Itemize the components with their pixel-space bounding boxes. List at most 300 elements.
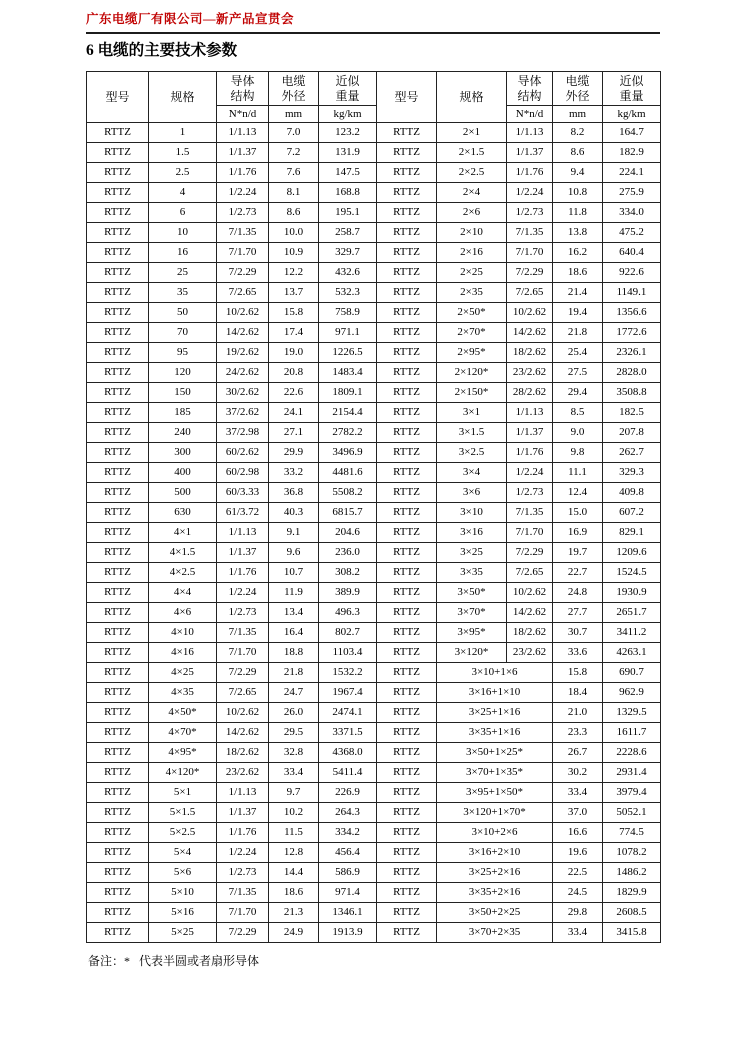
- table-cell: 5052.1: [603, 803, 661, 823]
- table-row: [87, 663, 661, 683]
- table-cell: RTTZ: [87, 503, 149, 523]
- table-cell: 7/1.35: [507, 503, 553, 523]
- table-cell: RTTZ: [87, 923, 149, 943]
- table-cell: 7/2.65: [217, 283, 269, 303]
- table-cell: 1524.5: [603, 563, 661, 583]
- table-cell: 3×35+2×16: [437, 883, 553, 903]
- table-cell: RTTZ: [377, 603, 437, 623]
- table-cell: RTTZ: [87, 483, 149, 503]
- table-cell: 19.6: [553, 843, 603, 863]
- table-cell: 7/1.70: [507, 523, 553, 543]
- table-cell: 224.1: [603, 163, 661, 183]
- col-header-weight-left: [319, 72, 377, 106]
- table-cell: RTTZ: [377, 363, 437, 383]
- table-cell: 236.0: [319, 543, 377, 563]
- table-cell: 16.4: [269, 623, 319, 643]
- table-cell: 456.4: [319, 843, 377, 863]
- table-cell: 30.7: [553, 623, 603, 643]
- table-cell: 1/1.76: [217, 163, 269, 183]
- table-cell: 3×6: [437, 483, 507, 503]
- table-cell: 3×4: [437, 463, 507, 483]
- table-cell: 1/2.24: [217, 583, 269, 603]
- table-cell: 16.9: [553, 523, 603, 543]
- table-cell: 2×1: [437, 123, 507, 143]
- table-cell: 2×95*: [437, 343, 507, 363]
- table-cell: 20.8: [269, 363, 319, 383]
- table-cell: 36.8: [269, 483, 319, 503]
- table-cell: 4368.0: [319, 743, 377, 763]
- table-cell: RTTZ: [87, 563, 149, 583]
- table-cell: RTTZ: [377, 723, 437, 743]
- table-cell: 1.5: [149, 143, 217, 163]
- table-cell: 185: [149, 403, 217, 423]
- table-cell: 1/1.76: [217, 563, 269, 583]
- table-cell: 7.0: [269, 123, 319, 143]
- table-cell: RTTZ: [87, 643, 149, 663]
- table-cell: 70: [149, 323, 217, 343]
- table-cell: 5×1: [149, 783, 217, 803]
- table-row: [87, 243, 661, 263]
- table-cell: 50: [149, 303, 217, 323]
- table-cell: 1/1.13: [507, 403, 553, 423]
- table-cell: RTTZ: [377, 503, 437, 523]
- table-cell: 11.5: [269, 823, 319, 843]
- table-cell: RTTZ: [87, 663, 149, 683]
- table-cell: RTTZ: [87, 123, 149, 143]
- table-cell: 13.4: [269, 603, 319, 623]
- table-cell: RTTZ: [87, 263, 149, 283]
- table-cell: 7/2.29: [217, 263, 269, 283]
- table-row: [87, 603, 661, 623]
- table-cell: 18/2.62: [507, 623, 553, 643]
- table-row: [87, 683, 661, 703]
- table-cell: RTTZ: [377, 783, 437, 803]
- table-cell: 5×16: [149, 903, 217, 923]
- table-cell: RTTZ: [377, 683, 437, 703]
- table-body: [87, 123, 661, 943]
- table-cell: 120: [149, 363, 217, 383]
- table-cell: RTTZ: [377, 643, 437, 663]
- table-cell: 1/2.73: [217, 863, 269, 883]
- table-cell: 262.7: [603, 443, 661, 463]
- table-cell: 3×70+2×35: [437, 923, 553, 943]
- table-cell: 7/2.29: [217, 663, 269, 683]
- table-cell: 14/2.62: [507, 603, 553, 623]
- table-row: [87, 743, 661, 763]
- table-cell: 1/1.37: [217, 143, 269, 163]
- table-cell: 5411.4: [319, 763, 377, 783]
- table-cell: 1149.1: [603, 283, 661, 303]
- table-cell: 168.8: [319, 183, 377, 203]
- table-cell: 1930.9: [603, 583, 661, 603]
- table-cell: 1209.6: [603, 543, 661, 563]
- table-cell: 802.7: [319, 623, 377, 643]
- table-cell: 16.6: [553, 823, 603, 843]
- table-cell: 3×35+1×16: [437, 723, 553, 743]
- col-header-spec-right: 规格: [437, 72, 507, 123]
- table-cell: 60/3.33: [217, 483, 269, 503]
- table-cell: 3496.9: [319, 443, 377, 463]
- table-cell: 4: [149, 183, 217, 203]
- table-cell: RTTZ: [87, 863, 149, 883]
- table-cell: 27.7: [553, 603, 603, 623]
- table-cell: RTTZ: [87, 423, 149, 443]
- table-cell: 1829.9: [603, 883, 661, 903]
- table-cell: RTTZ: [377, 823, 437, 843]
- table-cell: 29.4: [553, 383, 603, 403]
- table-cell: RTTZ: [377, 523, 437, 543]
- table-cell: 18.8: [269, 643, 319, 663]
- table-cell: 3×1: [437, 403, 507, 423]
- table-cell: 586.9: [319, 863, 377, 883]
- table-cell: RTTZ: [87, 223, 149, 243]
- table-cell: 7/2.65: [507, 563, 553, 583]
- table-row: [87, 383, 661, 403]
- table-cell: 2×16: [437, 243, 507, 263]
- table-header-row: [87, 72, 661, 106]
- table-cell: 3979.4: [603, 783, 661, 803]
- table-cell: 18.4: [553, 683, 603, 703]
- table-cell: 2931.4: [603, 763, 661, 783]
- col-header-model-left: 型号: [87, 72, 149, 123]
- table-cell: 3×16+2×10: [437, 843, 553, 863]
- table-row: [87, 723, 661, 743]
- table-cell: 164.7: [603, 123, 661, 143]
- table-cell: 9.6: [269, 543, 319, 563]
- table-cell: 3×120*: [437, 643, 507, 663]
- col-header-conductor-left: [217, 72, 269, 106]
- table-cell: 409.8: [603, 483, 661, 503]
- table-cell: 1/1.13: [507, 123, 553, 143]
- table-cell: 12.8: [269, 843, 319, 863]
- table-cell: 24.8: [553, 583, 603, 603]
- table-cell: RTTZ: [87, 203, 149, 223]
- table-cell: 2782.2: [319, 423, 377, 443]
- table-cell: 30/2.62: [217, 383, 269, 403]
- table-row: [87, 363, 661, 383]
- table-cell: 182.5: [603, 403, 661, 423]
- table-cell: 300: [149, 443, 217, 463]
- table-cell: 7/1.35: [217, 223, 269, 243]
- table-cell: 4×25: [149, 663, 217, 683]
- table-cell: RTTZ: [87, 683, 149, 703]
- table-row: [87, 623, 661, 643]
- table-cell: 27.1: [269, 423, 319, 443]
- table-cell: 3415.8: [603, 923, 661, 943]
- table-cell: RTTZ: [87, 143, 149, 163]
- table-cell: 1486.2: [603, 863, 661, 883]
- table-cell: 630: [149, 503, 217, 523]
- table-row: [87, 263, 661, 283]
- table-cell: 14.4: [269, 863, 319, 883]
- table-cell: 10/2.62: [217, 303, 269, 323]
- table-cell: 3×120+1×70*: [437, 803, 553, 823]
- table-cell: 10: [149, 223, 217, 243]
- table-cell: 8.6: [269, 203, 319, 223]
- table-cell: 4×50*: [149, 703, 217, 723]
- table-cell: 37/2.98: [217, 423, 269, 443]
- table-cell: 2×25: [437, 263, 507, 283]
- table-cell: 3×10+1×6: [437, 663, 553, 683]
- table-row: [87, 823, 661, 843]
- table-cell: RTTZ: [377, 583, 437, 603]
- table-cell: 25: [149, 263, 217, 283]
- table-cell: 1226.5: [319, 343, 377, 363]
- table-cell: 2×35: [437, 283, 507, 303]
- table-row: [87, 183, 661, 203]
- table-cell: 22.5: [553, 863, 603, 883]
- table-cell: 60/2.98: [217, 463, 269, 483]
- table-cell: 3×10+2×6: [437, 823, 553, 843]
- table-cell: RTTZ: [377, 743, 437, 763]
- table-cell: RTTZ: [377, 903, 437, 923]
- table-cell: RTTZ: [87, 463, 149, 483]
- table-cell: 1356.6: [603, 303, 661, 323]
- table-cell: 23/2.62: [507, 363, 553, 383]
- table-cell: 15.8: [553, 663, 603, 683]
- table-cell: 8.5: [553, 403, 603, 423]
- table-cell: 1/1.76: [507, 163, 553, 183]
- table-cell: 21.3: [269, 903, 319, 923]
- col-header-od-right-label: 电缆外径: [565, 73, 590, 103]
- table-cell: 19.7: [553, 543, 603, 563]
- table-cell: 1809.1: [319, 383, 377, 403]
- table-cell: 30.2: [553, 763, 603, 783]
- col-header-od-right: [553, 72, 603, 106]
- table-cell: 3×16: [437, 523, 507, 543]
- table-cell: 2828.0: [603, 363, 661, 383]
- table-cell: RTTZ: [377, 343, 437, 363]
- table-cell: 1483.4: [319, 363, 377, 383]
- table-cell: RTTZ: [87, 903, 149, 923]
- table-cell: 9.0: [553, 423, 603, 443]
- table-row: [87, 503, 661, 523]
- table-cell: 4×120*: [149, 763, 217, 783]
- table-row: [87, 543, 661, 563]
- table-cell: RTTZ: [377, 263, 437, 283]
- table-row: [87, 903, 661, 923]
- table-cell: 3×2.5: [437, 443, 507, 463]
- table-cell: 17.4: [269, 323, 319, 343]
- table-cell: RTTZ: [377, 203, 437, 223]
- table-cell: 10.2: [269, 803, 319, 823]
- table-cell: 1/2.73: [507, 483, 553, 503]
- table-cell: 18.6: [553, 263, 603, 283]
- table-cell: 1/2.73: [507, 203, 553, 223]
- table-cell: 4×6: [149, 603, 217, 623]
- table-cell: 2×6: [437, 203, 507, 223]
- table-cell: 8.2: [553, 123, 603, 143]
- table-cell: 3×70+1×35*: [437, 763, 553, 783]
- table-cell: RTTZ: [377, 803, 437, 823]
- table-cell: 1103.4: [319, 643, 377, 663]
- table-cell: RTTZ: [377, 463, 437, 483]
- table-cell: RTTZ: [377, 403, 437, 423]
- table-cell: 3371.5: [319, 723, 377, 743]
- table-cell: 1532.2: [319, 663, 377, 683]
- table-cell: 5×10: [149, 883, 217, 903]
- table-cell: 7.2: [269, 143, 319, 163]
- col-header-od-left-label: 电缆外径: [281, 73, 306, 103]
- table-cell: 13.8: [553, 223, 603, 243]
- table-cell: 1329.5: [603, 703, 661, 723]
- table-cell: RTTZ: [377, 623, 437, 643]
- table-cell: 4481.6: [319, 463, 377, 483]
- table-cell: 19.4: [553, 303, 603, 323]
- table-row: [87, 803, 661, 823]
- table-cell: 131.9: [319, 143, 377, 163]
- table-cell: 10.8: [553, 183, 603, 203]
- table-row: [87, 323, 661, 343]
- table-cell: 19.0: [269, 343, 319, 363]
- table-row: [87, 403, 661, 423]
- table-cell: 334.0: [603, 203, 661, 223]
- table-cell: 1078.2: [603, 843, 661, 863]
- table-cell: 1/1.37: [507, 143, 553, 163]
- table-cell: 23/2.62: [217, 763, 269, 783]
- table-cell: 21.4: [553, 283, 603, 303]
- table-row: [87, 423, 661, 443]
- table-cell: 2651.7: [603, 603, 661, 623]
- table-cell: RTTZ: [87, 723, 149, 743]
- table-cell: 922.6: [603, 263, 661, 283]
- table-cell: 14/2.62: [217, 723, 269, 743]
- table-cell: RTTZ: [87, 583, 149, 603]
- cable-spec-table: [86, 71, 661, 943]
- table-cell: 33.2: [269, 463, 319, 483]
- table-cell: 37.0: [553, 803, 603, 823]
- footnote: 备注：* 代表半圆或者扇形导体: [88, 954, 260, 968]
- col-unit-conductor-left: N*n/d: [217, 106, 269, 123]
- table-cell: 4×1.5: [149, 543, 217, 563]
- table-cell: 275.9: [603, 183, 661, 203]
- table-cell: RTTZ: [377, 483, 437, 503]
- table-cell: 3×25+2×16: [437, 863, 553, 883]
- table-cell: 329.7: [319, 243, 377, 263]
- table-cell: RTTZ: [87, 243, 149, 263]
- table-cell: 15.0: [553, 503, 603, 523]
- table-cell: 23.3: [553, 723, 603, 743]
- table-cell: 3×50+1×25*: [437, 743, 553, 763]
- table-row: [87, 843, 661, 863]
- table-cell: RTTZ: [87, 823, 149, 843]
- table-cell: 5×1.5: [149, 803, 217, 823]
- table-row: [87, 583, 661, 603]
- table-cell: RTTZ: [377, 923, 437, 943]
- table-cell: 971.1: [319, 323, 377, 343]
- table-cell: 33.4: [269, 763, 319, 783]
- table-cell: 3×50*: [437, 583, 507, 603]
- table-cell: 2×4: [437, 183, 507, 203]
- table-cell: 12.2: [269, 263, 319, 283]
- table-cell: 26.0: [269, 703, 319, 723]
- table-cell: 1913.9: [319, 923, 377, 943]
- table-cell: 21.8: [269, 663, 319, 683]
- table-cell: RTTZ: [87, 403, 149, 423]
- table-cell: 16.2: [553, 243, 603, 263]
- table-cell: 27.5: [553, 363, 603, 383]
- table-cell: 207.8: [603, 423, 661, 443]
- table-cell: 10.0: [269, 223, 319, 243]
- table-cell: 2×120*: [437, 363, 507, 383]
- table-cell: 29.5: [269, 723, 319, 743]
- table-cell: 8.6: [553, 143, 603, 163]
- table-cell: 7/1.70: [217, 903, 269, 923]
- table-cell: RTTZ: [87, 763, 149, 783]
- table-cell: 21.8: [553, 323, 603, 343]
- table-cell: RTTZ: [377, 223, 437, 243]
- table-row: [87, 223, 661, 243]
- table-cell: 15.8: [269, 303, 319, 323]
- col-unit-od-right: mm: [553, 106, 603, 123]
- table-cell: 962.9: [603, 683, 661, 703]
- table-cell: 10/2.62: [217, 703, 269, 723]
- table-cell: 33.4: [553, 923, 603, 943]
- table-cell: 226.9: [319, 783, 377, 803]
- table-cell: 7/2.65: [217, 683, 269, 703]
- table-cell: 1/1.13: [217, 523, 269, 543]
- table-cell: RTTZ: [377, 143, 437, 163]
- table-cell: 5×2.5: [149, 823, 217, 843]
- table-row: [87, 563, 661, 583]
- table-cell: 2228.6: [603, 743, 661, 763]
- table-cell: 7/2.29: [217, 923, 269, 943]
- col-unit-weight-left: kg/km: [319, 106, 377, 123]
- table-cell: 1/1.76: [217, 823, 269, 843]
- table-cell: 1611.7: [603, 723, 661, 743]
- table-cell: RTTZ: [377, 123, 437, 143]
- table-row: [87, 283, 661, 303]
- table-cell: RTTZ: [377, 843, 437, 863]
- table-cell: 1/1.13: [217, 123, 269, 143]
- table-cell: 690.7: [603, 663, 661, 683]
- table-cell: RTTZ: [87, 343, 149, 363]
- table-cell: RTTZ: [377, 303, 437, 323]
- table-cell: 4×1: [149, 523, 217, 543]
- table-cell: RTTZ: [377, 703, 437, 723]
- table-cell: 11.8: [553, 203, 603, 223]
- table-cell: 1/2.24: [507, 463, 553, 483]
- table-cell: 26.7: [553, 743, 603, 763]
- table-cell: 308.2: [319, 563, 377, 583]
- table-cell: 3×50+2×25: [437, 903, 553, 923]
- table-cell: RTTZ: [87, 543, 149, 563]
- table-cell: RTTZ: [87, 743, 149, 763]
- table-cell: 2×10: [437, 223, 507, 243]
- table-cell: 4×2.5: [149, 563, 217, 583]
- table-cell: 24/2.62: [217, 363, 269, 383]
- table-cell: 3×16+1×10: [437, 683, 553, 703]
- table-cell: 3×10: [437, 503, 507, 523]
- table-cell: 240: [149, 423, 217, 443]
- table-cell: 2474.1: [319, 703, 377, 723]
- table-cell: 21.0: [553, 703, 603, 723]
- table-cell: 1/1.37: [217, 543, 269, 563]
- table-cell: 1772.6: [603, 323, 661, 343]
- table-cell: 16: [149, 243, 217, 263]
- table-cell: 19/2.62: [217, 343, 269, 363]
- table-cell: RTTZ: [87, 523, 149, 543]
- table-cell: 25.4: [553, 343, 603, 363]
- table-row: [87, 883, 661, 903]
- table-cell: 258.7: [319, 223, 377, 243]
- table-cell: RTTZ: [377, 763, 437, 783]
- table-cell: 18.6: [269, 883, 319, 903]
- table-cell: RTTZ: [377, 323, 437, 343]
- table-cell: 2608.5: [603, 903, 661, 923]
- table-cell: 1/1.37: [507, 423, 553, 443]
- table-cell: 1/1.37: [217, 803, 269, 823]
